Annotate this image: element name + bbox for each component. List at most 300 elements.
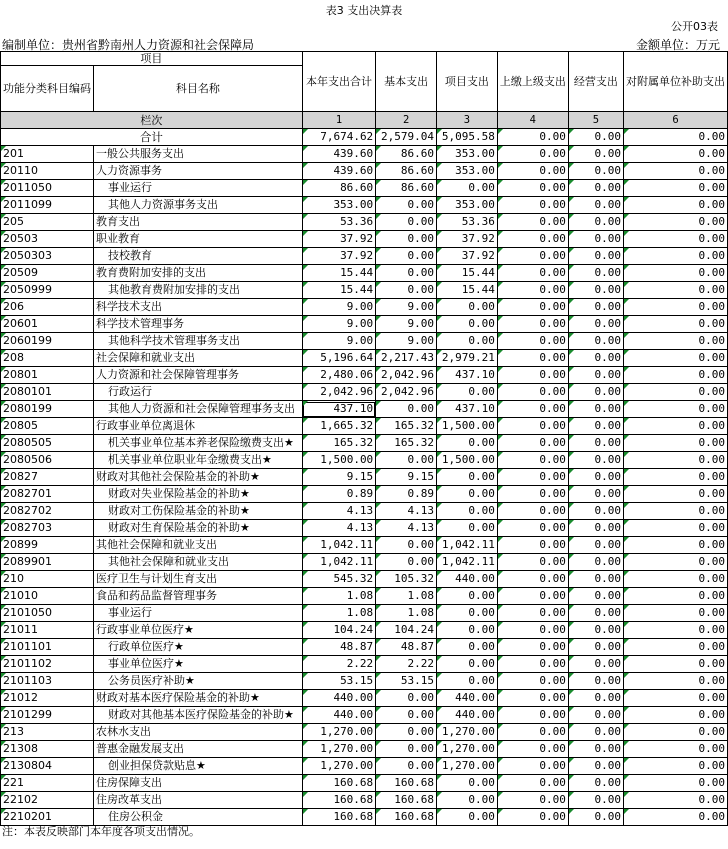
amount-cell[interactable]: 439.60 <box>302 163 375 180</box>
column-index[interactable]: 3 <box>437 112 498 129</box>
amount-cell[interactable]: 353.00 <box>437 197 498 214</box>
amount-cell[interactable]: 2,979.21 <box>437 350 498 367</box>
amount-cell[interactable]: 0.00 <box>623 809 727 826</box>
subject-name-cell[interactable]: 行政事业单位医疗★ <box>94 622 303 639</box>
amount-cell[interactable]: 105.32 <box>376 571 437 588</box>
amount-cell[interactable]: 0.89 <box>302 486 375 503</box>
amount-cell[interactable]: 0.00 <box>568 333 623 350</box>
amount-cell[interactable]: 0.00 <box>568 282 623 299</box>
subject-name-cell[interactable]: 其他教育费附加安排的支出 <box>94 282 303 299</box>
amount-cell[interactable]: 0.00 <box>497 333 568 350</box>
header-subject-name[interactable]: 科目名称 <box>94 66 303 112</box>
amount-cell[interactable]: 0.00 <box>568 775 623 792</box>
amount-cell[interactable]: 0.00 <box>568 214 623 231</box>
amount-cell[interactable]: 0.00 <box>623 707 727 724</box>
subject-code-cell[interactable]: 21011 <box>1 622 94 639</box>
amount-cell[interactable]: 0.00 <box>623 724 727 741</box>
amount-cell[interactable]: 0.00 <box>437 486 498 503</box>
amount-cell[interactable]: 0.00 <box>623 537 727 554</box>
amount-cell[interactable]: 0.00 <box>376 452 437 469</box>
subject-name-cell[interactable]: 科学技术支出 <box>94 299 303 316</box>
amount-cell[interactable]: 1,270.00 <box>437 758 498 775</box>
amount-cell[interactable]: 0.00 <box>376 741 437 758</box>
subject-code-cell[interactable]: 2101050 <box>1 605 94 622</box>
subject-code-cell[interactable]: 2089901 <box>1 554 94 571</box>
amount-cell[interactable]: 53.15 <box>376 673 437 690</box>
subject-code-cell[interactable]: 2101101 <box>1 639 94 656</box>
amount-cell[interactable]: 165.32 <box>376 418 437 435</box>
amount-cell[interactable]: 37.92 <box>302 231 375 248</box>
subject-name-cell[interactable]: 一般公共服务支出 <box>94 146 303 163</box>
subject-name-cell[interactable]: 创业担保贷款贴息★ <box>94 758 303 775</box>
subject-name-cell[interactable]: 事业单位医疗★ <box>94 656 303 673</box>
amount-cell[interactable]: 37.92 <box>437 248 498 265</box>
amount-cell[interactable]: 0.00 <box>623 503 727 520</box>
amount-cell[interactable]: 0.00 <box>568 452 623 469</box>
amount-cell[interactable]: 165.32 <box>376 435 437 452</box>
amount-cell[interactable]: 0.00 <box>497 673 568 690</box>
subject-code-cell[interactable]: 2060199 <box>1 333 94 350</box>
header-basic-expenditure[interactable]: 基本支出 <box>376 52 437 112</box>
column-index[interactable]: 2 <box>376 112 437 129</box>
amount-cell[interactable]: 9.00 <box>376 333 437 350</box>
amount-cell[interactable]: 48.87 <box>302 639 375 656</box>
amount-cell[interactable]: 165.32 <box>302 435 375 452</box>
column-index[interactable]: 6 <box>623 112 727 129</box>
subject-code-cell[interactable]: 2082703 <box>1 520 94 537</box>
amount-cell[interactable]: 0.00 <box>376 758 437 775</box>
amount-cell[interactable]: 9.15 <box>376 469 437 486</box>
amount-cell[interactable]: 0.00 <box>497 656 568 673</box>
amount-cell[interactable]: 2,480.06 <box>302 367 375 384</box>
amount-cell[interactable]: 0.00 <box>437 435 498 452</box>
amount-cell[interactable]: 15.44 <box>437 265 498 282</box>
amount-cell[interactable]: 0.00 <box>497 316 568 333</box>
amount-cell[interactable]: 0.00 <box>497 197 568 214</box>
amount-cell[interactable]: 0.00 <box>623 554 727 571</box>
amount-cell[interactable]: 86.60 <box>376 180 437 197</box>
amount-cell[interactable]: 0.00 <box>437 792 498 809</box>
amount-cell[interactable]: 0.00 <box>497 792 568 809</box>
amount-cell[interactable]: 0.00 <box>437 503 498 520</box>
subject-code-cell[interactable]: 210 <box>1 571 94 588</box>
amount-cell[interactable]: 0.00 <box>568 520 623 537</box>
amount-cell[interactable]: 0.00 <box>497 758 568 775</box>
subject-code-cell[interactable]: 20503 <box>1 231 94 248</box>
header-operating-expenditure[interactable]: 经营支出 <box>568 52 623 112</box>
subject-name-cell[interactable]: 其他人力资源事务支出 <box>94 197 303 214</box>
amount-cell[interactable]: 0.00 <box>623 520 727 537</box>
amount-cell[interactable]: 0.00 <box>623 622 727 639</box>
amount-cell[interactable]: 1.08 <box>376 605 437 622</box>
amount-cell[interactable]: 0.00 <box>568 384 623 401</box>
amount-cell[interactable]: 2,042.96 <box>302 384 375 401</box>
subject-code-cell[interactable]: 20899 <box>1 537 94 554</box>
amount-cell[interactable]: 440.00 <box>302 707 375 724</box>
amount-cell[interactable]: 0.00 <box>568 163 623 180</box>
amount-cell[interactable]: 0.00 <box>437 639 498 656</box>
amount-cell[interactable]: 0.00 <box>376 214 437 231</box>
subject-name-cell[interactable]: 住房公积金 <box>94 809 303 826</box>
amount-cell[interactable]: 0.00 <box>568 673 623 690</box>
amount-cell[interactable]: 437.10 <box>437 367 498 384</box>
amount-cell[interactable]: 0.00 <box>623 588 727 605</box>
amount-cell[interactable]: 1,500.00 <box>437 452 498 469</box>
amount-cell[interactable]: 1,500.00 <box>302 452 375 469</box>
amount-cell[interactable]: 0.00 <box>623 333 727 350</box>
amount-cell[interactable]: 0.00 <box>437 809 498 826</box>
amount-cell[interactable]: 0.00 <box>376 401 437 418</box>
amount-cell[interactable]: 4.13 <box>302 520 375 537</box>
amount-cell[interactable]: 0.00 <box>437 316 498 333</box>
amount-cell[interactable]: 0.00 <box>376 724 437 741</box>
amount-cell[interactable]: 0.00 <box>568 197 623 214</box>
amount-cell[interactable]: 0.00 <box>376 707 437 724</box>
amount-cell[interactable]: 2.22 <box>376 656 437 673</box>
amount-cell[interactable]: 0.00 <box>497 605 568 622</box>
subject-name-cell[interactable]: 财政对基本医疗保险基金的补助★ <box>94 690 303 707</box>
subject-name-cell[interactable]: 财政对工伤保险基金的补助★ <box>94 503 303 520</box>
amount-cell[interactable]: 0.00 <box>497 588 568 605</box>
subject-name-cell[interactable]: 财政对失业保险基金的补助★ <box>94 486 303 503</box>
amount-cell[interactable]: 86.60 <box>302 180 375 197</box>
amount-cell[interactable]: 0.00 <box>568 571 623 588</box>
header-item-group[interactable]: 项目 <box>1 52 303 66</box>
amount-cell[interactable]: 0.00 <box>497 418 568 435</box>
amount-cell[interactable]: 9.00 <box>302 316 375 333</box>
subject-name-cell[interactable]: 其他社会保障和就业支出 <box>94 537 303 554</box>
amount-cell[interactable]: 0.00 <box>376 554 437 571</box>
subject-name-cell[interactable]: 行政运行 <box>94 384 303 401</box>
subject-code-cell[interactable]: 2080101 <box>1 384 94 401</box>
subject-code-cell[interactable]: 213 <box>1 724 94 741</box>
amount-cell[interactable]: 104.24 <box>376 622 437 639</box>
amount-cell[interactable]: 0.00 <box>497 163 568 180</box>
amount-cell[interactable]: 0.00 <box>568 316 623 333</box>
amount-cell[interactable]: 0.00 <box>497 724 568 741</box>
amount-cell[interactable]: 0.00 <box>623 418 727 435</box>
amount-cell[interactable]: 0.00 <box>568 741 623 758</box>
amount-cell[interactable]: 0.00 <box>568 809 623 826</box>
subject-code-cell[interactable]: 2130804 <box>1 758 94 775</box>
subject-code-cell[interactable]: 2101102 <box>1 656 94 673</box>
subject-name-cell[interactable]: 财政对其他社会保险基金的补助★ <box>94 469 303 486</box>
amount-cell[interactable]: 0.00 <box>623 163 727 180</box>
amount-cell[interactable]: 0.00 <box>437 622 498 639</box>
amount-cell[interactable]: 0.00 <box>623 571 727 588</box>
amount-cell[interactable]: 0.00 <box>437 520 498 537</box>
subject-name-cell[interactable]: 医疗卫生与计划生育支出 <box>94 571 303 588</box>
amount-cell[interactable]: 437.10 <box>302 401 375 418</box>
amount-cell[interactable]: 0.00 <box>497 622 568 639</box>
amount-cell[interactable]: 0.00 <box>437 656 498 673</box>
total-value[interactable]: 5,095.58 <box>437 129 498 146</box>
amount-cell[interactable]: 0.00 <box>623 639 727 656</box>
header-function-code[interactable]: 功能分类科目编码 <box>1 66 94 112</box>
subject-name-cell[interactable]: 科学技术管理事务 <box>94 316 303 333</box>
amount-cell[interactable]: 9.00 <box>302 333 375 350</box>
amount-cell[interactable]: 0.00 <box>568 231 623 248</box>
amount-cell[interactable]: 104.24 <box>302 622 375 639</box>
subject-name-cell[interactable]: 社会保障和就业支出 <box>94 350 303 367</box>
amount-cell[interactable]: 0.00 <box>376 197 437 214</box>
amount-cell[interactable]: 0.89 <box>376 486 437 503</box>
amount-cell[interactable]: 0.00 <box>376 265 437 282</box>
amount-cell[interactable]: 15.44 <box>302 265 375 282</box>
amount-cell[interactable]: 0.00 <box>568 146 623 163</box>
amount-cell[interactable]: 0.00 <box>497 452 568 469</box>
amount-cell[interactable]: 0.00 <box>623 265 727 282</box>
amount-cell[interactable]: 1,500.00 <box>437 418 498 435</box>
subject-code-cell[interactable]: 208 <box>1 350 94 367</box>
amount-cell[interactable]: 0.00 <box>568 180 623 197</box>
subject-name-cell[interactable]: 行政事业单位离退休 <box>94 418 303 435</box>
amount-cell[interactable]: 53.36 <box>437 214 498 231</box>
amount-cell[interactable]: 0.00 <box>623 690 727 707</box>
amount-cell[interactable]: 5,196.64 <box>302 350 375 367</box>
amount-cell[interactable]: 0.00 <box>568 707 623 724</box>
total-value[interactable]: 0.00 <box>623 129 727 146</box>
subject-code-cell[interactable]: 21010 <box>1 588 94 605</box>
amount-cell[interactable]: 0.00 <box>623 316 727 333</box>
subject-code-cell[interactable]: 205 <box>1 214 94 231</box>
amount-cell[interactable]: 0.00 <box>497 775 568 792</box>
subject-name-cell[interactable]: 其他社会保障和就业支出 <box>94 554 303 571</box>
amount-cell[interactable]: 0.00 <box>623 282 727 299</box>
amount-cell[interactable]: 0.00 <box>623 401 727 418</box>
amount-cell[interactable]: 0.00 <box>497 571 568 588</box>
amount-cell[interactable]: 1.08 <box>302 605 375 622</box>
amount-cell[interactable]: 0.00 <box>497 486 568 503</box>
amount-cell[interactable]: 0.00 <box>623 673 727 690</box>
amount-cell[interactable]: 53.15 <box>302 673 375 690</box>
amount-cell[interactable]: 0.00 <box>623 486 727 503</box>
amount-cell[interactable]: 0.00 <box>497 639 568 656</box>
amount-cell[interactable]: 0.00 <box>497 469 568 486</box>
amount-cell[interactable]: 0.00 <box>568 435 623 452</box>
amount-cell[interactable]: 0.00 <box>568 758 623 775</box>
amount-cell[interactable]: 9.00 <box>376 316 437 333</box>
subject-name-cell[interactable]: 机关事业单位职业年金缴费支出★ <box>94 452 303 469</box>
amount-cell[interactable]: 0.00 <box>497 231 568 248</box>
subject-name-cell[interactable]: 财政对其他基本医疗保险基金的补助★ <box>94 707 303 724</box>
amount-cell[interactable]: 0.00 <box>623 299 727 316</box>
subject-code-cell[interactable]: 21012 <box>1 690 94 707</box>
subject-name-cell[interactable]: 财政对生育保险基金的补助★ <box>94 520 303 537</box>
amount-cell[interactable]: 0.00 <box>623 435 727 452</box>
amount-cell[interactable]: 4.13 <box>302 503 375 520</box>
amount-cell[interactable]: 9.15 <box>302 469 375 486</box>
amount-cell[interactable]: 0.00 <box>623 248 727 265</box>
amount-cell[interactable]: 440.00 <box>437 707 498 724</box>
amount-cell[interactable]: 440.00 <box>437 571 498 588</box>
amount-cell[interactable]: 1,042.11 <box>302 554 375 571</box>
amount-cell[interactable]: 0.00 <box>376 282 437 299</box>
amount-cell[interactable]: 437.10 <box>437 401 498 418</box>
amount-cell[interactable]: 0.00 <box>623 656 727 673</box>
amount-cell[interactable]: 353.00 <box>302 197 375 214</box>
amount-cell[interactable]: 0.00 <box>437 333 498 350</box>
amount-cell[interactable]: 0.00 <box>497 809 568 826</box>
subject-code-cell[interactable]: 201 <box>1 146 94 163</box>
amount-cell[interactable]: 0.00 <box>568 554 623 571</box>
amount-cell[interactable]: 37.92 <box>302 248 375 265</box>
amount-cell[interactable]: 0.00 <box>497 367 568 384</box>
amount-cell[interactable]: 1,042.11 <box>302 537 375 554</box>
amount-cell[interactable]: 0.00 <box>497 180 568 197</box>
amount-cell[interactable]: 0.00 <box>623 605 727 622</box>
amount-cell[interactable]: 0.00 <box>568 724 623 741</box>
amount-cell[interactable]: 0.00 <box>437 588 498 605</box>
amount-cell[interactable]: 0.00 <box>376 690 437 707</box>
subject-code-cell[interactable]: 2082702 <box>1 503 94 520</box>
amount-cell[interactable]: 0.00 <box>568 418 623 435</box>
amount-cell[interactable]: 0.00 <box>497 537 568 554</box>
amount-cell[interactable]: 0.00 <box>497 435 568 452</box>
amount-cell[interactable]: 0.00 <box>623 469 727 486</box>
subject-code-cell[interactable]: 2082701 <box>1 486 94 503</box>
total-value[interactable]: 2,579.04 <box>376 129 437 146</box>
amount-cell[interactable]: 0.00 <box>497 265 568 282</box>
subject-name-cell[interactable]: 行政单位医疗★ <box>94 639 303 656</box>
amount-cell[interactable]: 0.00 <box>497 248 568 265</box>
amount-cell[interactable]: 0.00 <box>437 605 498 622</box>
header-total-expenditure[interactable]: 本年支出合计 <box>302 52 375 112</box>
amount-cell[interactable]: 0.00 <box>623 146 727 163</box>
total-label[interactable]: 合计 <box>1 129 303 146</box>
subject-code-cell[interactable]: 20827 <box>1 469 94 486</box>
amount-cell[interactable]: 0.00 <box>568 248 623 265</box>
amount-cell[interactable]: 0.00 <box>568 486 623 503</box>
amount-cell[interactable]: 1,270.00 <box>437 724 498 741</box>
amount-cell[interactable]: 0.00 <box>376 248 437 265</box>
amount-cell[interactable]: 0.00 <box>568 299 623 316</box>
amount-cell[interactable]: 0.00 <box>623 384 727 401</box>
subject-code-cell[interactable]: 2210201 <box>1 809 94 826</box>
amount-cell[interactable]: 9.00 <box>376 299 437 316</box>
amount-cell[interactable]: 0.00 <box>623 214 727 231</box>
subject-code-cell[interactable]: 2011099 <box>1 197 94 214</box>
amount-cell[interactable]: 160.68 <box>302 775 375 792</box>
amount-cell[interactable]: 440.00 <box>437 690 498 707</box>
subject-name-cell[interactable]: 机关事业单位基本养老保险缴费支出★ <box>94 435 303 452</box>
amount-cell[interactable]: 1,270.00 <box>302 758 375 775</box>
amount-cell[interactable]: 0.00 <box>497 741 568 758</box>
subject-name-cell[interactable]: 食品和药品监督管理事务 <box>94 588 303 605</box>
amount-cell[interactable]: 2,042.96 <box>376 384 437 401</box>
amount-cell[interactable]: 160.68 <box>376 792 437 809</box>
total-value[interactable]: 7,674.62 <box>302 129 375 146</box>
subject-name-cell[interactable]: 技校教育 <box>94 248 303 265</box>
amount-cell[interactable]: 0.00 <box>623 758 727 775</box>
amount-cell[interactable]: 0.00 <box>568 690 623 707</box>
amount-cell[interactable]: 0.00 <box>623 231 727 248</box>
amount-cell[interactable]: 4.13 <box>376 520 437 537</box>
amount-cell[interactable]: 1,270.00 <box>302 724 375 741</box>
amount-cell[interactable]: 15.44 <box>302 282 375 299</box>
amount-cell[interactable]: 0.00 <box>497 690 568 707</box>
amount-cell[interactable]: 0.00 <box>623 180 727 197</box>
subject-name-cell[interactable]: 人力资源事务 <box>94 163 303 180</box>
amount-cell[interactable]: 53.36 <box>302 214 375 231</box>
amount-cell[interactable]: 160.68 <box>302 809 375 826</box>
amount-cell[interactable]: 440.00 <box>302 690 375 707</box>
amount-cell[interactable]: 2,042.96 <box>376 367 437 384</box>
header-subsidiary-subsidy[interactable]: 对附属单位补助支出 <box>623 52 727 112</box>
subject-code-cell[interactable]: 21308 <box>1 741 94 758</box>
subject-name-cell[interactable]: 住房改革支出 <box>94 792 303 809</box>
amount-cell[interactable]: 0.00 <box>497 282 568 299</box>
amount-cell[interactable]: 1,270.00 <box>437 741 498 758</box>
subject-name-cell[interactable]: 人力资源和社会保障管理事务 <box>94 367 303 384</box>
column-index[interactable]: 1 <box>302 112 375 129</box>
subject-name-cell[interactable]: 事业运行 <box>94 180 303 197</box>
amount-cell[interactable]: 1,042.11 <box>437 537 498 554</box>
amount-cell[interactable]: 0.00 <box>437 180 498 197</box>
amount-cell[interactable]: 0.00 <box>623 452 727 469</box>
amount-cell[interactable]: 160.68 <box>376 809 437 826</box>
amount-cell[interactable]: 0.00 <box>568 588 623 605</box>
amount-cell[interactable]: 1,665.32 <box>302 418 375 435</box>
subject-name-cell[interactable]: 职业教育 <box>94 231 303 248</box>
amount-cell[interactable]: 0.00 <box>623 741 727 758</box>
amount-cell[interactable]: 0.00 <box>623 367 727 384</box>
amount-cell[interactable]: 37.92 <box>437 231 498 248</box>
amount-cell[interactable]: 0.00 <box>437 673 498 690</box>
subject-name-cell[interactable]: 事业运行 <box>94 605 303 622</box>
amount-cell[interactable]: 0.00 <box>497 554 568 571</box>
column-index-label[interactable]: 栏次 <box>1 112 303 129</box>
subject-code-cell[interactable]: 2080506 <box>1 452 94 469</box>
subject-code-cell[interactable]: 2080505 <box>1 435 94 452</box>
amount-cell[interactable]: 353.00 <box>437 146 498 163</box>
amount-cell[interactable]: 0.00 <box>568 605 623 622</box>
amount-cell[interactable]: 0.00 <box>437 384 498 401</box>
amount-cell[interactable]: 1,270.00 <box>302 741 375 758</box>
amount-cell[interactable]: 0.00 <box>376 231 437 248</box>
amount-cell[interactable]: 0.00 <box>568 469 623 486</box>
total-value[interactable]: 0.00 <box>497 129 568 146</box>
subject-name-cell[interactable]: 公务员医疗补助★ <box>94 673 303 690</box>
amount-cell[interactable]: 2,217.43 <box>376 350 437 367</box>
amount-cell[interactable]: 2.22 <box>302 656 375 673</box>
subject-name-cell[interactable]: 住房保障支出 <box>94 775 303 792</box>
amount-cell[interactable]: 15.44 <box>437 282 498 299</box>
subject-code-cell[interactable]: 2101299 <box>1 707 94 724</box>
total-value[interactable]: 0.00 <box>568 129 623 146</box>
amount-cell[interactable]: 0.00 <box>497 503 568 520</box>
amount-cell[interactable]: 0.00 <box>568 503 623 520</box>
amount-cell[interactable]: 0.00 <box>497 146 568 163</box>
amount-cell[interactable]: 0.00 <box>568 265 623 282</box>
amount-cell[interactable]: 0.00 <box>376 537 437 554</box>
subject-name-cell[interactable]: 其他科学技术管理事务支出 <box>94 333 303 350</box>
subject-code-cell[interactable]: 2011050 <box>1 180 94 197</box>
subject-code-cell[interactable]: 2050303 <box>1 248 94 265</box>
amount-cell[interactable]: 0.00 <box>437 299 498 316</box>
amount-cell[interactable]: 4.13 <box>376 503 437 520</box>
subject-code-cell[interactable]: 22102 <box>1 792 94 809</box>
amount-cell[interactable]: 160.68 <box>302 792 375 809</box>
amount-cell[interactable]: 353.00 <box>437 163 498 180</box>
amount-cell[interactable]: 0.00 <box>437 775 498 792</box>
amount-cell[interactable]: 0.00 <box>497 384 568 401</box>
amount-cell[interactable]: 0.00 <box>437 469 498 486</box>
amount-cell[interactable]: 545.32 <box>302 571 375 588</box>
amount-cell[interactable]: 0.00 <box>568 401 623 418</box>
amount-cell[interactable]: 0.00 <box>497 214 568 231</box>
amount-cell[interactable]: 86.60 <box>376 163 437 180</box>
